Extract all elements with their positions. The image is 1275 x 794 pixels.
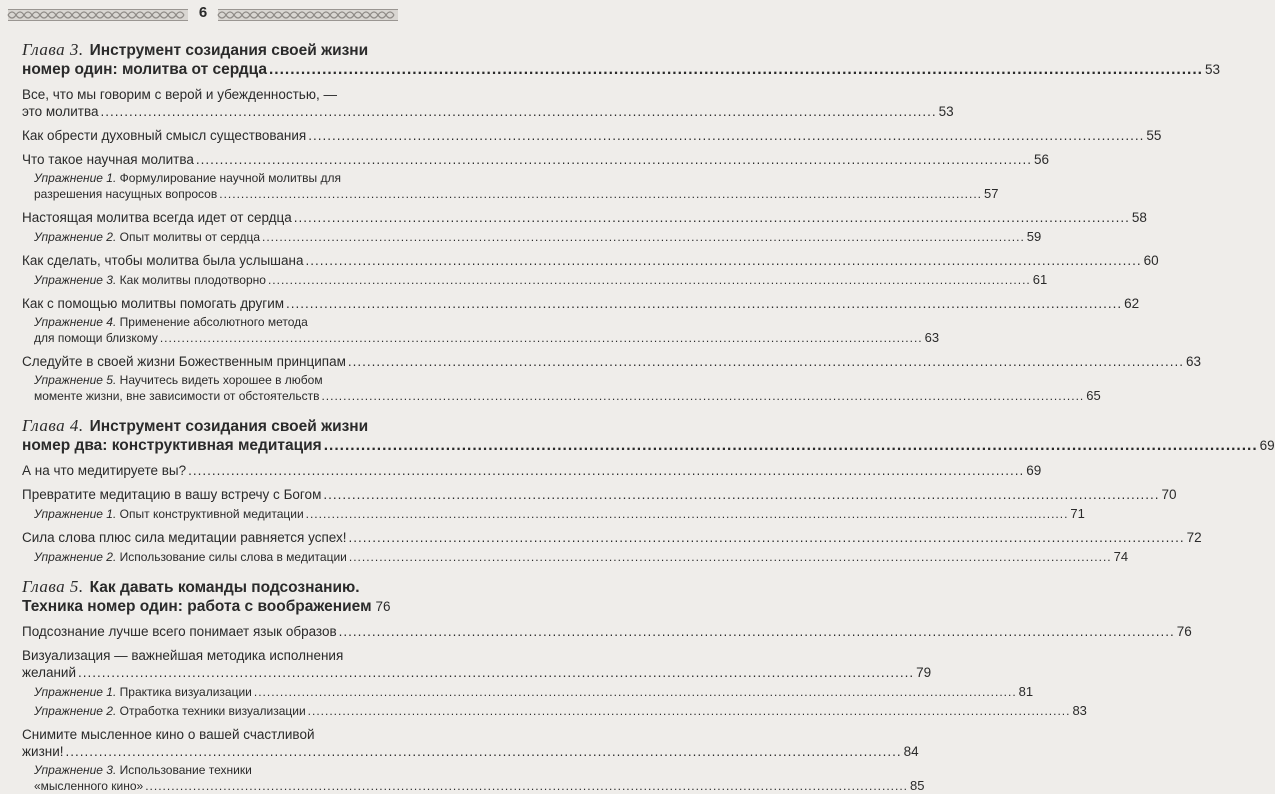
dot-leader bbox=[348, 529, 1184, 546]
entry-title-line: Научитесь видеть хорошее в любом bbox=[119, 373, 323, 387]
dot-leader bbox=[294, 209, 1130, 226]
dot-leader bbox=[308, 704, 1071, 719]
toc-section[interactable] bbox=[22, 252, 1159, 269]
entry-title-line: моменте жизни, вне зависимости от обстоятельств bbox=[34, 389, 320, 403]
dot-leader bbox=[268, 273, 1031, 288]
dot-leader bbox=[348, 353, 1184, 370]
page-ref: 76 bbox=[375, 599, 391, 614]
page-ref: 58 bbox=[1131, 210, 1147, 225]
entry-title-line: номер один: молитва от сердца bbox=[22, 61, 267, 78]
exercise-label: Упражнение 2. bbox=[34, 230, 117, 244]
toc-exercise[interactable] bbox=[34, 315, 940, 346]
toc-exercise[interactable] bbox=[34, 549, 1129, 565]
dot-leader bbox=[324, 436, 1258, 455]
dot-leader bbox=[323, 486, 1159, 503]
entry-title-line: А на что медитируете вы? bbox=[22, 463, 187, 478]
entry-title-line: Формулирование научной молитвы для bbox=[119, 171, 342, 185]
toc-exercise[interactable] bbox=[34, 229, 1042, 245]
page-ref: 70 bbox=[1161, 487, 1177, 502]
dot-leader bbox=[262, 230, 1025, 245]
toc-exercise[interactable] bbox=[34, 763, 925, 794]
toc-chapter[interactable] bbox=[22, 416, 1275, 455]
page-ref: 85 bbox=[909, 778, 925, 793]
entry-title-line: Техника номер один: работа с воображением bbox=[22, 598, 372, 615]
entry-title-line: Все, что мы говорим с верой и убежденностью, — bbox=[22, 87, 337, 102]
entry-title-line: Как сделать, чтобы молитва была услышана bbox=[22, 253, 304, 268]
chapter-number: Глава 3. bbox=[22, 40, 84, 59]
toc-section[interactable] bbox=[22, 86, 954, 120]
entry-title-line: Следуйте в своей жизни Божественным принципам bbox=[22, 354, 346, 369]
toc-exercise[interactable] bbox=[34, 272, 1048, 288]
page-ref: 63 bbox=[924, 330, 940, 345]
dot-leader bbox=[101, 103, 937, 120]
dot-leader bbox=[349, 550, 1112, 565]
page-ref: 81 bbox=[1018, 684, 1034, 699]
entry-title-line: Сила слова плюс сила медитации равняется успех! bbox=[22, 530, 347, 545]
entry-title-line: для помощи близкому bbox=[34, 331, 158, 345]
exercise-label: Упражнение 3. bbox=[34, 763, 117, 777]
entry-title-line: Снимите мысленное кино о вашей счастливой bbox=[22, 727, 315, 742]
toc-exercise[interactable] bbox=[34, 171, 999, 202]
page-ref: 57 bbox=[984, 186, 999, 201]
entry-title-line: Как обрести духовный смысл существования bbox=[22, 128, 307, 143]
page-ref: 56 bbox=[1034, 152, 1050, 167]
page-ref: 83 bbox=[1072, 703, 1087, 718]
toc-section[interactable] bbox=[22, 209, 1147, 226]
page-ref: 69 bbox=[1026, 463, 1042, 478]
dot-leader bbox=[306, 507, 1069, 522]
toc-exercise[interactable] bbox=[34, 703, 1087, 719]
dot-leader bbox=[321, 389, 1084, 404]
exercise-label: Упражнение 5. bbox=[34, 373, 117, 387]
page-ref: 76 bbox=[1176, 624, 1192, 639]
entry-title-line: Визуализация — важнейшая методика исполнения bbox=[22, 648, 344, 663]
entry-title-line: Инструмент созидания своей жизни bbox=[89, 42, 369, 59]
chapter-number: Глава 4. bbox=[22, 416, 84, 435]
page-ref: 60 bbox=[1143, 253, 1159, 268]
entry-title-line: Отработка техники визуализации bbox=[119, 704, 306, 718]
dot-leader bbox=[145, 779, 908, 794]
exercise-label: Упражнение 3. bbox=[34, 273, 117, 287]
chapter-number: Глава 5. bbox=[22, 577, 84, 596]
page-ref: 84 bbox=[903, 744, 919, 759]
dot-leader bbox=[305, 252, 1141, 269]
dot-leader bbox=[286, 295, 1122, 312]
entry-title-line: разрешения насущных вопросов bbox=[34, 187, 218, 201]
dot-leader bbox=[308, 127, 1144, 144]
page-ref: 71 bbox=[1070, 506, 1085, 521]
dot-leader bbox=[78, 664, 914, 681]
page-ref: 74 bbox=[1113, 549, 1129, 564]
entry-title-line: Настоящая молитва всегда идет от сердца bbox=[22, 210, 292, 225]
toc-section[interactable] bbox=[22, 726, 919, 760]
exercise-label: Упражнение 1. bbox=[34, 685, 117, 699]
toc-section[interactable] bbox=[22, 295, 1140, 312]
entry-title-line: Использование техники bbox=[119, 763, 252, 777]
entry-title-line: Как с помощью молитвы помогать другим bbox=[22, 296, 285, 311]
ornament-border-right bbox=[218, 9, 398, 21]
page-ref: 65 bbox=[1086, 388, 1101, 403]
page-ref: 59 bbox=[1026, 229, 1042, 244]
dot-leader bbox=[66, 743, 902, 760]
entry-title-line: Применение абсолютного метода bbox=[119, 315, 308, 329]
dot-leader bbox=[219, 187, 982, 202]
entry-title-line: Практика визуализации bbox=[119, 685, 252, 699]
toc-section[interactable] bbox=[22, 353, 1202, 370]
toc-exercise[interactable] bbox=[34, 373, 1101, 404]
toc-section[interactable] bbox=[22, 462, 1042, 479]
page-ref: 62 bbox=[1124, 296, 1140, 311]
entry-title-line: Опыт молитвы от сердца bbox=[119, 230, 260, 244]
page-ref: 63 bbox=[1186, 354, 1202, 369]
page-ref: 69 bbox=[1259, 438, 1275, 453]
exercise-label: Упражнение 2. bbox=[34, 704, 117, 718]
exercise-label: Упражнение 2. bbox=[34, 550, 117, 564]
toc-section[interactable] bbox=[22, 529, 1202, 546]
entry-title-line: Использование силы слова в медитации bbox=[119, 550, 347, 564]
dot-leader bbox=[188, 462, 1024, 479]
entry-title-line: Подсознание лучше всего понимает язык образов bbox=[22, 624, 337, 639]
toc-section[interactable] bbox=[22, 623, 1192, 640]
toc-chapter[interactable] bbox=[22, 577, 390, 616]
dot-leader bbox=[269, 60, 1203, 79]
page-ref: 55 bbox=[1146, 128, 1162, 143]
entry-title-line: Как давать команды подсознанию. bbox=[89, 579, 360, 596]
dot-leader bbox=[196, 151, 1032, 168]
toc-exercise[interactable] bbox=[34, 506, 1085, 522]
table-of-contents bbox=[0, 40, 1275, 794]
entry-title-line: Превратите медитацию в вашу встречу с Богом bbox=[22, 487, 322, 502]
toc-section[interactable] bbox=[22, 127, 1162, 144]
page-header bbox=[0, 0, 406, 30]
page-ref: 61 bbox=[1032, 272, 1048, 287]
toc-chapter[interactable] bbox=[22, 40, 1220, 79]
page-ref: 79 bbox=[916, 665, 932, 680]
entry-title-line: Инструмент созидания своей жизни bbox=[89, 418, 369, 435]
entry-title-line: жизни! bbox=[22, 744, 64, 759]
toc-exercise[interactable] bbox=[34, 684, 1034, 700]
dot-leader bbox=[254, 685, 1017, 700]
toc-section[interactable] bbox=[22, 151, 1050, 168]
entry-title-line: Что такое научная молитва bbox=[22, 152, 194, 167]
toc-section[interactable] bbox=[22, 647, 932, 681]
entry-title-line: Как молитвы плодотворно bbox=[119, 273, 266, 287]
dot-leader bbox=[339, 623, 1175, 640]
entry-title-line: «мысленного кино» bbox=[34, 779, 144, 793]
entry-title-line: желаний bbox=[22, 665, 77, 680]
entry-title-line: это молитва bbox=[22, 104, 99, 119]
exercise-label: Упражнение 4. bbox=[34, 315, 117, 329]
page-number: 6 bbox=[198, 4, 208, 21]
entry-title-line: Опыт конструктивной медитации bbox=[119, 507, 304, 521]
dot-leader bbox=[160, 331, 923, 346]
page-ref: 53 bbox=[1204, 62, 1220, 77]
exercise-label: Упражнение 1. bbox=[34, 507, 117, 521]
exercise-label: Упражнение 1. bbox=[34, 171, 117, 185]
toc-section[interactable] bbox=[22, 486, 1177, 503]
page-ref: 53 bbox=[938, 104, 954, 119]
entry-title-line: номер два: конструктивная медитация bbox=[22, 437, 322, 454]
ornament-border-left bbox=[8, 9, 188, 21]
page-ref: 72 bbox=[1186, 530, 1202, 545]
